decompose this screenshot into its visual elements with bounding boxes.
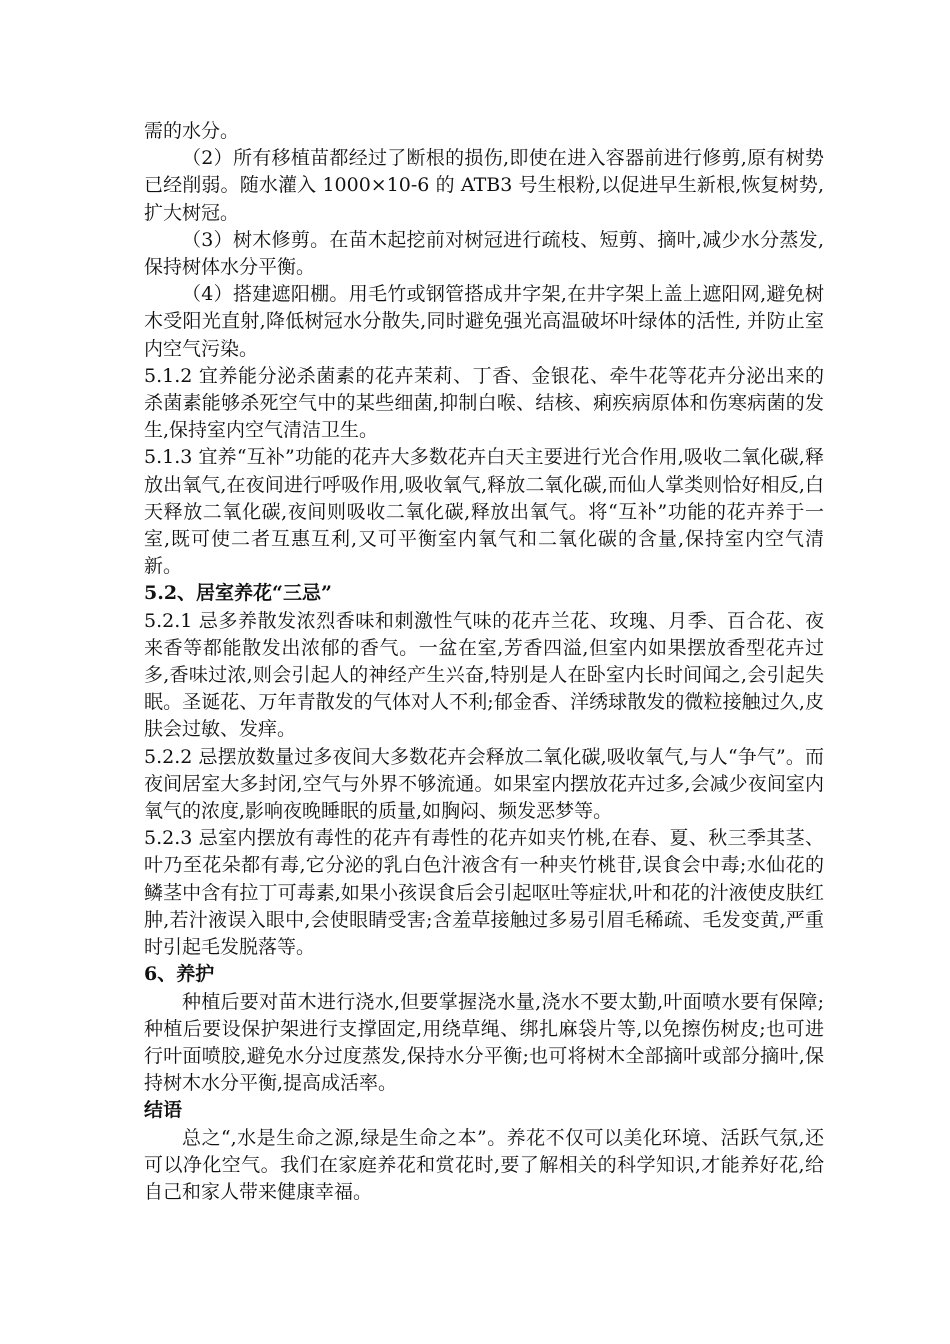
paragraph-5-2-1: 5.2.1 忌多养散发浓烈香味和刺激性气味的花卉兰花、玫瑰、月季、百合花、夜来香等都能散发出浓郁的香气。一盆在室,芳香四溢,但室内如果摆放香型花卉过多,香味过浓,则会引起人的神经产生兴奋,特别是人在卧室内长时间闻之,会引起失眠。圣诞花、万年青散发的气体对人不利;郁金香、洋绣球散发的微粒接触过久,皮肤会过敏、发痒。	[144, 609, 824, 741]
paragraph-conclusion: 总之“,水是生命之源,绿是生命之本”。养花不仅可以美化环境、活跃气氛,还可以净化空气。我们在家庭养花和赏花时,要了解相关的科学知识,才能养好花,给自己和家人带来健康幸福。	[144, 1126, 824, 1203]
paragraph-5-2-3: 5.2.3 忌室内摆放有毒性的花卉有毒性的花卉如夹竹桃,在春、夏、秋三季其茎、叶乃至花朵都有毒,它分泌的乳白色汁液含有一种夹竹桃苷,误食会中毒;水仙花的鳞茎中含有拉丁可毒素,如果小孩误食后会引起呕吐等症状,叶和花的汁液使皮肤红肿,若汁液误入眼中,会使眼睛受害;含羞草接触过多易引眉毛稀疏、毛发变黄,严重时引起毛发脱落等。	[144, 827, 824, 959]
paragraph-5-1-2: 5.1.2 宜养能分泌杀菌素的花卉茉莉、丁香、金银花、牵牛花等花卉分泌出来的杀菌素能够杀死空气中的某些细菌,抑制白喉、结核、痢疾病原体和伤寒病菌的发生,保持室内空气清洁卫生。	[144, 364, 824, 442]
paragraph-maintenance: 种植后要对苗木进行浇水,但要掌握浇水量,浇水不要太勤,叶面喷水要有保障;种植后要设保护架进行支撑固定,用绕草绳、绑扎麻袋片等,以免擦伤树皮;也可进行叶面喷胶,避免水分过度蒸发,保持水分平衡;也可将树木全部摘叶或部分摘叶,保持树木水分平衡,提高成活率。	[144, 990, 824, 1095]
paragraph-pruning: （3）树木修剪。在苗木起挖前对树冠进行疏枝、短剪、摘叶,减少水分蒸发,保持树体水分平衡。	[144, 228, 824, 279]
paragraph-rooting-powder: （2）所有移植苗都经过了断根的损伤,即使在进入容器前进行修剪,原有树势已经削弱。随水灌入 1000×10-6 的 ATB3 号生根粉,以促进早生新根,恢复树势,扩大树冠。	[144, 147, 824, 224]
heading-conclusion: 结语	[144, 1099, 183, 1122]
paragraph-continuation: 需的水分。	[144, 120, 240, 142]
paragraph-shade-shed: （4）搭建遮阳棚。用毛竹或钢管搭成井字架,在井字架上盖上遮阳网,避免树木受阳光直射,降低树冠水分散失,同时避免强光高温破坏叶绿体的活性, 并防止室内空气污染。	[144, 283, 824, 360]
paragraph-5-1-3: 5.1.3 宜养“互补”功能的花卉大多数花卉白天主要进行光合作用,吸收二氧化碳,释放出氧气,在夜间进行呼吸作用,吸收氧气,释放二氧化碳,而仙人掌类则恰好相反,白天释放二氧化碳,夜间则吸收二氧化碳,释放出氧气。将“互补”功能的花卉养于一室,既可使二者互惠互利,又可平衡室内氧气和二氧化碳的含量,保持室内空气清新。	[144, 446, 824, 578]
heading-6-maintenance: 6、养护	[144, 963, 215, 986]
heading-5-2: 5.2、居室养花“三忌”	[144, 582, 332, 605]
paragraph-5-2-2: 5.2.2 忌摆放数量过多夜间大多数花卉会释放二氧化碳,吸收氧气,与人“争气”。而夜间居室大多封闭,空气与外界不够流通。如果室内摆放花卉过多,会减少夜间室内氧气的浓度,影响夜晚睡眠的质量,如胸闷、频发恶梦等。	[144, 745, 824, 823]
document-page	[144, 118, 824, 1206]
